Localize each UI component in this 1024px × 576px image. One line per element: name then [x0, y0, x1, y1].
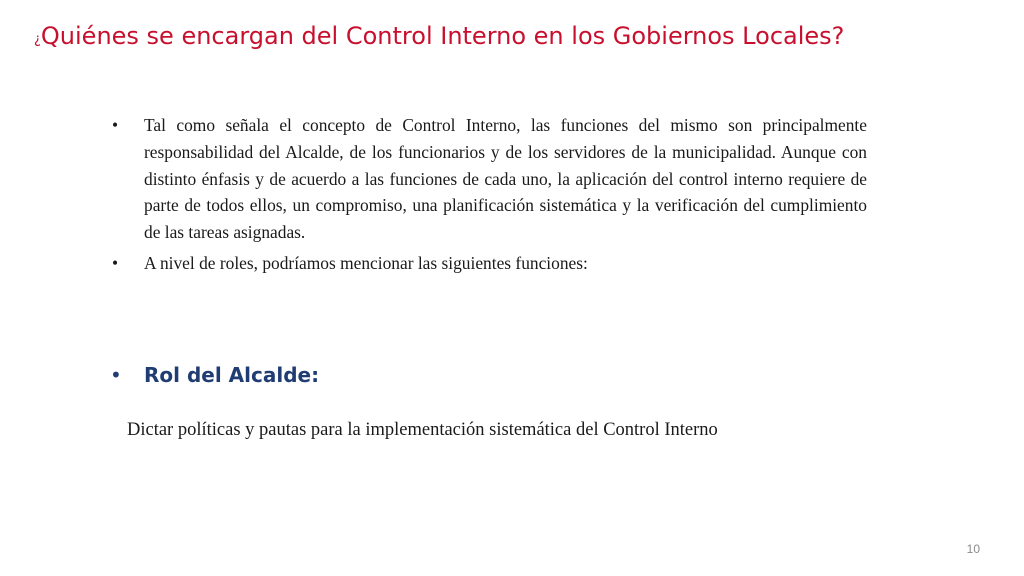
bullet-dot-icon: • — [112, 252, 119, 273]
bullet-text: A nivel de roles, podríamos mencionar las siguientes funciones: — [144, 252, 588, 273]
bullet-list — [110, 112, 867, 277]
slide-title — [34, 20, 994, 56]
title-text: Quiénes se encargan del Control Interno en los Gobiernos Locales? — [40, 22, 845, 50]
role-heading — [110, 358, 319, 392]
bullet-dot-icon: • — [112, 115, 119, 135]
bullet-item-roles — [110, 250, 867, 277]
page-number: 10 — [966, 542, 980, 556]
bullet-dot-icon: • — [110, 363, 122, 387]
bullet-item-concept — [110, 112, 867, 246]
bullet-text: Tal como señala el concepto de Control Interno, las funciones del mismo son principalmente responsabilidad del Alcalde, de los funcionarios y de los servidores de la municipalidad. Aunque con distinto énfasis y de acuerdo a las funciones de cada uno, la aplicación del control interno requiere de parte de todos ellos, un compromiso, una planificación sistemática y la verificación del cumplimiento de las tareas asignadas. — [144, 115, 867, 243]
title-question-mark: ¿ — [34, 32, 41, 47]
role-description: Dictar políticas y pautas para la implementación sistemática del Control Interno — [127, 420, 718, 440]
role-heading-text: Rol del Alcalde: — [144, 363, 320, 387]
